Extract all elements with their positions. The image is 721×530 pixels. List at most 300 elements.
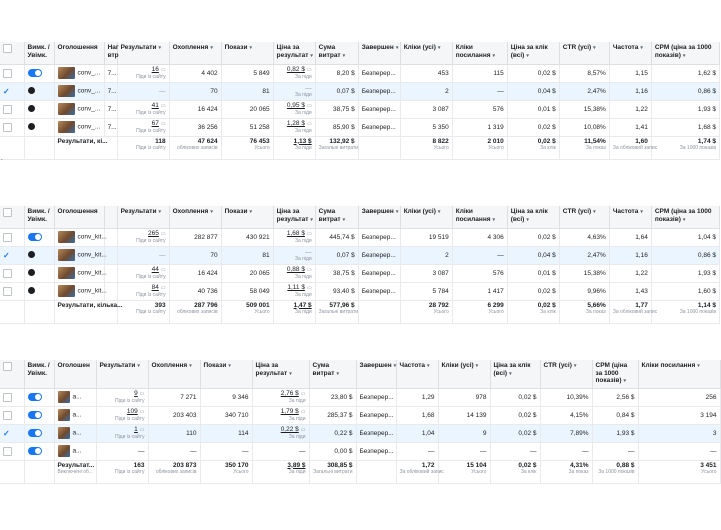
summary-subtext: За піди	[294, 308, 312, 315]
table-row[interactable]	[0, 282, 720, 300]
sort-caret-icon: ▾	[427, 363, 430, 369]
sort-caret-icon: ▾	[210, 45, 213, 51]
chart-icon[interactable]: ▭	[139, 409, 145, 415]
chart-icon[interactable]: ▭	[300, 427, 306, 433]
cost-per-result-cell	[273, 264, 315, 282]
column-header-extra[interactable]: Наг втр	[104, 42, 117, 64]
summary-subtext: Загальні витрати	[318, 308, 359, 315]
summary-cpr[interactable]: 1,13 $	[293, 137, 312, 145]
ends-cell: Безперер...	[358, 100, 400, 118]
cost-per-result-cell	[252, 388, 309, 406]
cpr-value[interactable]: 0,82 $	[286, 66, 305, 73]
column-header-ends[interactable]	[358, 206, 400, 228]
column-header-ad[interactable]	[54, 42, 104, 64]
summary-label: Результат...	[57, 461, 95, 469]
sort-caret-icon: ▾	[210, 209, 213, 215]
impressions-cell: 9 346	[200, 388, 252, 406]
ad-name-cell[interactable]	[54, 282, 107, 300]
summary-subtext: облікових записів	[176, 144, 218, 151]
column-header-reach[interactable]	[169, 206, 221, 228]
column-header-spent[interactable]	[315, 206, 358, 228]
column-header-frequency[interactable]	[609, 206, 651, 228]
summary-subtext: За 1000 показів	[679, 308, 716, 315]
ad-name-cell[interactable]	[54, 246, 107, 264]
table-row[interactable]	[0, 406, 720, 424]
impressions-cell: 20 065	[221, 264, 273, 282]
results-value[interactable]: 9	[134, 390, 138, 397]
frequency-cell: 1,68	[396, 406, 438, 424]
status-dot-icon[interactable]	[28, 105, 35, 112]
row-checkbox[interactable]	[3, 105, 12, 114]
column-label: CTR (усі)	[562, 208, 592, 215]
column-label: Покази	[224, 208, 248, 215]
column-header-cpc[interactable]	[490, 360, 540, 388]
column-label: Охоплення	[172, 208, 209, 215]
extra-cell: 7...	[104, 64, 117, 82]
column-header-clicks[interactable]	[400, 42, 452, 64]
column-label: CTR (усі)	[543, 362, 572, 369]
column-label: Частота	[612, 208, 639, 215]
summary-subtext: Усього	[488, 308, 504, 315]
ad-name[interactable]: conv_...	[77, 87, 101, 95]
column-header-ad[interactable]	[54, 360, 96, 388]
ad-name-cell[interactable]	[54, 442, 96, 460]
cpc-cell: 0,02 $	[507, 64, 559, 82]
column-header-cpm[interactable]	[592, 360, 638, 388]
ad-thumbnail	[58, 285, 75, 297]
sort-caret-icon: ▾	[640, 209, 643, 215]
column-header-frequency[interactable]	[609, 42, 651, 64]
row-checkbox[interactable]	[3, 447, 12, 456]
column-header-ad[interactable]	[54, 206, 104, 228]
ad-name[interactable]: a...	[72, 429, 82, 437]
results-cell	[117, 246, 169, 264]
ad-name-cell[interactable]	[54, 228, 107, 246]
summary-cpc: 0,02 $	[518, 461, 537, 469]
clicks-cell: 2	[400, 82, 452, 100]
column-label: Завершен	[361, 208, 394, 215]
table-row[interactable]	[0, 82, 720, 100]
column-label: Ціна за клік (всі)	[493, 362, 531, 377]
ad-name[interactable]: conv_kit...	[77, 233, 107, 241]
clicks-cell: 5 350	[400, 118, 452, 136]
summary-subtext: Усього	[233, 468, 249, 475]
cpr-value[interactable]: 0,88 $	[286, 266, 305, 273]
column-header-reach[interactable]	[148, 360, 200, 388]
cpr-subtext: За піди	[294, 91, 312, 98]
ad-name[interactable]: a...	[72, 411, 82, 419]
summary-ctr: 5,66%	[587, 301, 606, 309]
row-checkbox[interactable]	[3, 123, 12, 132]
summary-subtext: Усього	[433, 308, 449, 315]
delivery-toggle[interactable]	[28, 393, 42, 401]
column-header-cpc[interactable]	[507, 206, 559, 228]
cpr-subtext: За піди	[288, 398, 306, 404]
select-all-column[interactable]	[0, 206, 24, 228]
chart-icon[interactable]: ▭	[160, 121, 166, 127]
cpr-subtext: За піди	[294, 128, 312, 134]
chart-icon[interactable]: ▭	[306, 121, 312, 127]
ad-name-cell[interactable]	[54, 424, 96, 442]
ad-name-cell[interactable]	[54, 64, 104, 82]
table-row[interactable]	[0, 424, 720, 442]
spent-cell: 285,37 $	[309, 406, 356, 424]
column-header-results[interactable]	[117, 206, 169, 228]
results-value[interactable]: 41	[151, 102, 159, 109]
cpr-value[interactable]: 2,76 $	[280, 390, 299, 397]
cpc-cell: 0,02 $	[490, 406, 540, 424]
column-label: Завершен	[361, 44, 394, 51]
table-row[interactable]	[0, 246, 720, 264]
column-label: Оголошення	[57, 44, 98, 51]
frequency-cell: 1,29	[396, 388, 438, 406]
summary-subtext: Усього	[488, 144, 504, 151]
column-header-impressions[interactable]	[221, 206, 273, 228]
column-header-ctr[interactable]	[540, 360, 592, 388]
column-label: Частота	[399, 362, 426, 369]
column-header-reach[interactable]	[169, 42, 221, 64]
cpc-cell: 0,02 $	[507, 228, 559, 246]
spent-cell: 85,90 $	[315, 118, 358, 136]
summary-cpr[interactable]: 1,47 $	[293, 301, 312, 309]
sort-caret-icon: ▾	[475, 363, 479, 369]
summary-reach: 287 796	[194, 301, 218, 309]
summary-subtext: облікових записів	[155, 468, 197, 475]
cpr-value: —	[305, 248, 312, 256]
table-row[interactable]	[0, 100, 720, 118]
row-checkbox[interactable]	[3, 233, 12, 242]
column-header-cost-per-result[interactable]	[273, 206, 315, 228]
sort-caret-icon: ▾	[437, 45, 441, 51]
select-all-column[interactable]	[0, 360, 24, 388]
ctr-cell: 15,38%	[559, 264, 609, 282]
cpr-subtext: За піди	[294, 110, 312, 116]
ad-name[interactable]: conv_...	[77, 105, 101, 113]
summary-subtext: Усього	[471, 468, 487, 475]
ad-thumbnail	[58, 231, 75, 243]
row-checkbox[interactable]	[3, 393, 12, 402]
sort-caret-icon: ▾	[682, 216, 686, 223]
column-header-cpm[interactable]	[651, 206, 719, 228]
cpm-cell: 1,93 $	[592, 424, 638, 442]
checkmark-icon[interactable]: ✓	[3, 428, 10, 438]
ad-name-cell[interactable]	[54, 82, 104, 100]
column-header-toggle[interactable]: Вимк. / Увімк.	[24, 42, 54, 64]
reach-cell: 16 424	[169, 264, 221, 282]
sort-caret-icon: ▾	[395, 209, 399, 215]
ctr-cell: 4,15%	[540, 406, 592, 424]
chart-icon[interactable]: ▭	[160, 103, 166, 109]
column-label: Сума витрат	[318, 44, 341, 59]
chart-icon[interactable]: ▭	[306, 285, 312, 291]
column-header-ctr[interactable]	[559, 42, 609, 64]
ctr-cell: 4,63%	[559, 228, 609, 246]
frequency-cell: 1,16	[609, 82, 651, 100]
column-header-ends[interactable]	[356, 360, 396, 388]
link-clicks-cell: —	[638, 442, 720, 460]
results-value[interactable]: 84	[151, 284, 159, 291]
table-row[interactable]	[0, 442, 720, 460]
column-header-link-clicks[interactable]	[638, 360, 720, 388]
row-checkbox[interactable]	[3, 287, 12, 296]
column-header-results[interactable]	[117, 42, 169, 64]
column-header-link-clicks[interactable]	[452, 42, 507, 64]
column-label: Сума витрат	[318, 208, 341, 223]
cost-per-result-cell	[273, 228, 315, 246]
column-header-cost-per-result[interactable]	[252, 360, 309, 388]
results-cell	[96, 424, 148, 442]
column-header-cost-per-result[interactable]	[273, 42, 315, 64]
chart-icon[interactable]: ▭	[306, 103, 312, 109]
results-value[interactable]: 44	[151, 266, 159, 273]
chart-icon[interactable]: ▭	[306, 67, 312, 73]
ad-thumbnail	[58, 85, 75, 97]
results-value[interactable]: 265	[148, 230, 159, 237]
spent-cell: 8,20 $	[315, 64, 358, 82]
summary-subtext: Піди із сайту	[114, 468, 145, 475]
ad-name-cell[interactable]	[54, 388, 96, 406]
column-header-ctr[interactable]	[559, 206, 609, 228]
select-all-checkbox[interactable]	[3, 362, 12, 371]
status-dot-icon[interactable]	[28, 269, 35, 276]
summary-row	[0, 136, 720, 159]
column-header-results[interactable]	[96, 360, 148, 388]
table-row[interactable]	[0, 388, 720, 406]
results-value[interactable]: 16	[151, 66, 159, 73]
ad-name[interactable]: a...	[72, 447, 82, 455]
summary-subtext: За показ	[585, 308, 606, 315]
ctr-cell: 2,47%	[559, 82, 609, 100]
summary-subtext: Усього	[254, 308, 270, 315]
checkmark-icon[interactable]: ✓	[3, 250, 10, 260]
cpr-value[interactable]: 0,95 $	[286, 102, 305, 109]
results-cell	[117, 64, 169, 82]
table-row[interactable]	[0, 118, 720, 136]
reach-cell: 40 736	[169, 282, 221, 300]
sort-caret-icon: ▾	[526, 52, 529, 59]
impressions-cell: 114	[200, 424, 252, 442]
summary-impressions: 350 170	[225, 461, 249, 469]
summary-clicks: 28 792	[428, 301, 449, 309]
chart-icon[interactable]: ▭	[160, 67, 166, 73]
column-label: Кліки (усі)	[403, 44, 436, 51]
status-dot-icon[interactable]	[28, 251, 35, 258]
checkmark-icon[interactable]: ✓	[3, 86, 10, 96]
column-header-extra[interactable]	[104, 206, 117, 228]
chart-icon[interactable]: ▭	[300, 391, 306, 397]
column-header-link-clicks[interactable]	[452, 206, 507, 228]
ads-table-2	[0, 206, 720, 324]
sort-caret-icon: ▾	[158, 45, 161, 51]
table-row[interactable]	[0, 264, 720, 282]
column-header-spent[interactable]	[309, 360, 356, 388]
column-label: Покази	[203, 362, 227, 369]
results-value[interactable]: 109	[126, 408, 138, 415]
column-header-clicks[interactable]	[438, 360, 490, 388]
chart-icon[interactable]: ▭	[306, 267, 312, 273]
link-clicks-cell: 1 319	[452, 118, 507, 136]
summary-impressions: 509 001	[246, 301, 270, 309]
summary-subtext: За обліковий запис	[612, 144, 658, 151]
cpr-value[interactable]: 1,11 $	[287, 284, 305, 291]
spent-cell: 38,75 $	[315, 100, 358, 118]
ads-table-1	[0, 42, 720, 160]
reach-cell: —	[148, 442, 200, 460]
reach-cell: 203 403	[148, 406, 200, 424]
frequency-cell: 1,43	[609, 282, 651, 300]
cpc-cell: —	[490, 442, 540, 460]
sort-caret-icon: ▾	[395, 45, 399, 51]
clicks-cell: 19 519	[400, 228, 452, 246]
link-clicks-cell: 3 194	[638, 406, 720, 424]
ad-name[interactable]: a...	[72, 393, 82, 401]
sort-caret-icon: ▾	[573, 363, 577, 369]
column-header-spent[interactable]	[315, 42, 358, 64]
results-cell	[96, 406, 148, 424]
ad-name-cell[interactable]	[54, 118, 104, 136]
ad-thumbnail	[58, 249, 75, 261]
spent-cell: 0,07 $	[315, 82, 358, 100]
chart-icon[interactable]: ▭	[160, 231, 166, 237]
column-header-impressions[interactable]	[221, 42, 273, 64]
delivery-toggle[interactable]	[28, 69, 42, 77]
link-clicks-cell: —	[452, 82, 507, 100]
table-row[interactable]	[0, 64, 720, 82]
ad-name[interactable]: conv_kit...	[77, 287, 107, 295]
summary-impressions: 76 453	[249, 137, 270, 145]
sort-caret-icon: ▾	[310, 52, 313, 59]
delivery-toggle[interactable]	[28, 233, 42, 241]
cpr-subtext: За піди	[294, 292, 312, 298]
cpr-value[interactable]: 1,28 $	[286, 120, 305, 127]
ad-name-cell[interactable]	[54, 100, 104, 118]
summary-subtext: Виключені об...	[57, 468, 93, 475]
chart-icon[interactable]: ▭	[300, 409, 306, 415]
ad-name-cell[interactable]	[54, 406, 96, 424]
column-header-clicks[interactable]	[400, 206, 452, 228]
frequency-cell: 1,16	[609, 246, 651, 264]
ad-name-cell[interactable]	[54, 264, 107, 282]
row-checkbox[interactable]	[3, 269, 12, 278]
ends-cell: Безперер...	[358, 82, 400, 100]
ad-name[interactable]: conv_kit...	[77, 269, 107, 277]
summary-cpr[interactable]: 3,89 $	[287, 461, 306, 469]
status-dot-icon[interactable]	[28, 87, 35, 94]
cpc-cell: 0,04 $	[507, 82, 559, 100]
reach-cell: 282 877	[169, 228, 221, 246]
column-header-ends[interactable]	[358, 42, 400, 64]
select-all-checkbox[interactable]	[3, 44, 12, 53]
summary-link-clicks: 6 299	[487, 301, 504, 309]
summary-subtext: Загальні витрати	[318, 144, 359, 151]
cost-per-result-cell	[273, 100, 315, 118]
sort-caret-icon: ▾	[393, 363, 397, 369]
cpr-value[interactable]: 1,68 $	[286, 230, 305, 237]
delivery-toggle[interactable]	[28, 447, 42, 455]
status-dot-icon[interactable]	[28, 123, 35, 130]
summary-link-clicks: 2 010	[487, 137, 504, 145]
results-value[interactable]: 1	[134, 426, 138, 433]
row-checkbox[interactable]	[3, 411, 12, 420]
cpm-cell: 1,62 $	[651, 64, 719, 82]
sort-caret-icon: ▾	[158, 209, 161, 215]
cpr-value[interactable]: 1,79 $	[280, 408, 299, 415]
ends-cell: Безперер...	[356, 388, 396, 406]
ad-thumbnail	[58, 121, 75, 133]
spent-cell: 445,74 $	[315, 228, 358, 246]
link-clicks-cell: 115	[452, 64, 507, 82]
column-header-impressions[interactable]	[200, 360, 252, 388]
chart-icon[interactable]: ▭	[160, 267, 166, 273]
sort-caret-icon: ▾	[228, 363, 231, 369]
ad-thumbnail	[58, 427, 70, 439]
summary-subtext: Усього	[254, 144, 270, 151]
summary-ctr: 4,31%	[570, 461, 589, 469]
ad-name[interactable]: conv_...	[77, 69, 101, 77]
status-dot-icon[interactable]	[28, 287, 35, 294]
summary-subtext: За клік	[540, 144, 556, 151]
summary-subtext: Усього	[701, 468, 717, 475]
ads-table-3	[0, 360, 721, 484]
link-clicks-cell: 576	[452, 100, 507, 118]
summary-row	[0, 460, 720, 483]
ad-name[interactable]: conv_kit...	[77, 251, 107, 259]
spent-cell: 0,07 $	[315, 246, 358, 264]
ends-cell: Безперер...	[356, 406, 396, 424]
column-header-toggle[interactable]: Вимк. / Увімк.	[24, 206, 54, 228]
select-all-column[interactable]	[0, 42, 24, 64]
sort-caret-icon: ▾	[189, 363, 192, 369]
sort-caret-icon: ▾	[593, 45, 596, 51]
cpr-subtext: За піди	[288, 416, 306, 422]
reach-cell: 4 402	[169, 64, 221, 82]
column-header-cpm[interactable]	[651, 42, 719, 64]
select-all-checkbox[interactable]	[3, 208, 12, 217]
sort-caret-icon: ▾	[437, 209, 441, 215]
clicks-cell: 453	[400, 64, 452, 82]
summary-subtext: За піди	[294, 144, 312, 151]
row-checkbox[interactable]	[3, 69, 12, 78]
ends-cell: Безперер...	[358, 228, 400, 246]
sort-caret-icon: ▾	[593, 209, 596, 215]
chart-icon[interactable]: ▭	[139, 391, 145, 397]
column-header-toggle[interactable]: Вимк. / Увімк.	[24, 360, 54, 388]
chart-icon[interactable]: ▭	[139, 427, 145, 433]
sort-caret-icon: ▾	[310, 216, 313, 223]
cpc-cell: 0,01 $	[507, 264, 559, 282]
summary-cpm: 1,74 $	[697, 137, 716, 145]
summary-subtext: За показ	[568, 468, 589, 475]
table-row[interactable]	[0, 228, 720, 246]
impressions-cell: 20 065	[221, 100, 273, 118]
results-cell	[117, 82, 169, 100]
ad-name[interactable]: conv_...	[77, 123, 101, 131]
chart-icon[interactable]: ▭	[160, 285, 166, 291]
cpr-value[interactable]: 0,22 $	[280, 426, 299, 433]
results-subtext: Піди із сайту	[136, 128, 166, 134]
delivery-toggle[interactable]	[28, 411, 42, 419]
column-header-cpc[interactable]	[507, 42, 559, 64]
column-label: CTR (усі)	[562, 44, 592, 51]
column-header-frequency[interactable]	[393, 360, 438, 388]
results-value[interactable]: 67	[151, 120, 159, 127]
chart-icon[interactable]: ▭	[306, 231, 312, 237]
table-header-row	[0, 42, 720, 64]
delivery-toggle[interactable]	[28, 429, 42, 437]
ad-thumbnail	[58, 267, 75, 279]
summary-spent: 132,92 $	[329, 137, 355, 145]
spent-cell: 38,75 $	[315, 264, 358, 282]
